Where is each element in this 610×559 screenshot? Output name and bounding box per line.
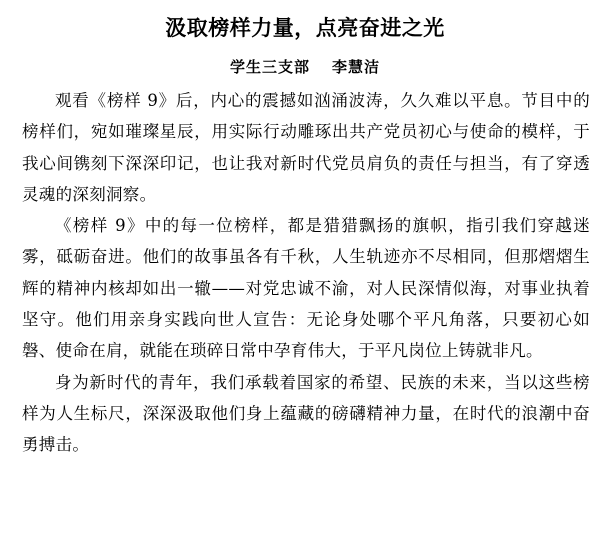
byline (0, 56, 610, 78)
document-title: 汲取榜样力量，点亮奋进之光 (165, 16, 445, 40)
byline-unit: 学生三支部 (229, 58, 310, 76)
paragraph-1: 观看《榜样 9》后，内心的震撼如汹涌波涛，久久难以平息。节目中的榜样们，宛如璀璨星辰，用实际行动雕琢出共产党员初心与使命的模样，于我心间镌刻下深深印记，也让我对新时代党员肩负的责任与担当，有了穿透灵魂的深刻洞察。 (22, 91, 590, 204)
document-body (22, 85, 590, 461)
paragraph-2: 《榜样 9》中的每一位榜样，都是猎猎飘扬的旗帜，指引我们穿越迷雾，砥砺奋进。他们的故事虽各有千秋，人生轨迹亦不尽相同，但那熠熠生辉的精神内核却如出一辙——对党忠诚不渝，对人民深情似海，对事业执着坚守。他们用亲身实践向世人宣告：无论身处哪个平凡角落，只要初心如磐、使命在肩，就能在琐碎日常中孕育伟大，于平凡岗位上铸就非凡。 (22, 216, 590, 361)
byline-author: 李慧洁 (332, 58, 381, 76)
paragraph-3: 身为新时代的青年，我们承载着国家的希望、民族的未来，当以这些榜样为人生标尺，深深汲取他们身上蕴藏的磅礴精神力量，在时代的浪潮中奋勇搏击。 (22, 372, 590, 455)
